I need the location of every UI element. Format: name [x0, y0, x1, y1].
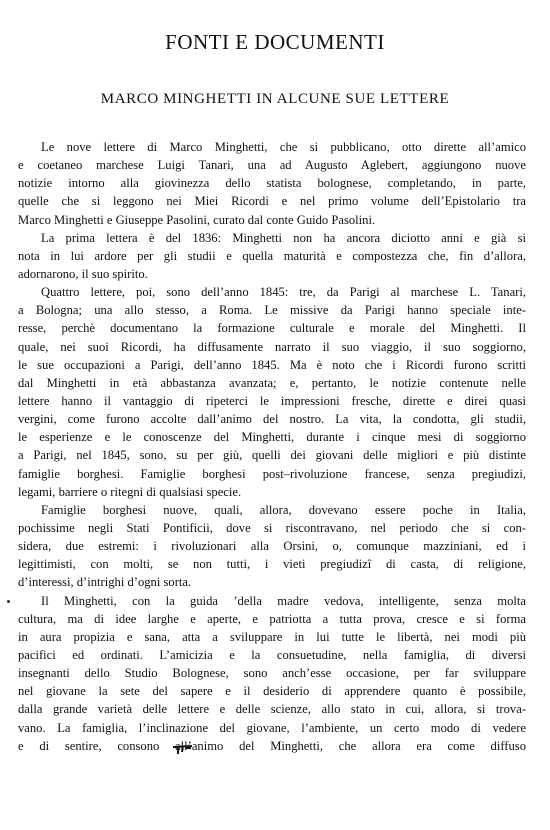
- text-line: pacifici ed ordinati. L’amicizia e la consuetudine, nella famiglia, di diversi: [18, 647, 526, 662]
- text-line: d’interessi, d’intrighi d’ogni sorta.: [18, 575, 192, 590]
- text-line: nota in lui ardore per gli studii e quella maturità e compostezza che, fin d’allora,: [18, 248, 526, 263]
- text-line: le sue occupazioni a Parigi, dell’anno 1845. Ma è noto che i Ricordi furono scritti: [18, 357, 526, 372]
- text-line: La prima lettera è del 1836: Minghetti non ha ancora diciotto anni e già si: [41, 230, 526, 245]
- text-line: le esperienze e le conoscenze del Minghetti, durante i cinque mesi di soggiorno: [18, 430, 526, 445]
- text-line: adornarono, il suo spirito.: [18, 266, 148, 281]
- text-line: famiglie borghesi. Famiglie borghesi post–rivoluzione francese, senza pregiudizi,: [18, 466, 526, 481]
- text-line: insegnanti dello Studio Bolognese, sono anch’esse occasione, per far sviluppare: [18, 666, 526, 681]
- text-line: pochissime negli Stati Pontificii, dove si riscontravano, nel periodo che si con-: [18, 520, 526, 535]
- ink-mark: [172, 743, 194, 755]
- text-line: Marco Minghetti e Giuseppe Pasolini, curato dal conte Guido Pasolini.: [18, 212, 376, 227]
- text-line: lettere hanno il vantaggio di ripeterci le impressioni fresche, dirette e direi quasi: [18, 393, 526, 408]
- section-title: FONTI E DOCUMENTI: [165, 30, 385, 54]
- text-line: sidera, due estremi: i rivoluzionari alla Orsini, o, comunque mazziniani, ed i: [18, 539, 526, 554]
- text-line: in aura propizia e sana, atta a sviluppare in lui tutte le libertà, nei modi più: [18, 629, 526, 644]
- text-line: cultura, ma di idee larghe e aperte, e patriotta a tutta prova, cresce e si forma: [18, 611, 526, 626]
- text-line: resse, perchè documentano la formazione culturale e morale del Minghetti. Il: [18, 321, 526, 336]
- article-body: [18, 138, 526, 755]
- text-line: nel giovane la sete del sapere e il desiderio di apprendere quanto è possibile,: [18, 684, 526, 699]
- text-line: Famiglie borghesi nuove, quali, allora, dovevano essere poche in Italia,: [41, 502, 526, 517]
- text-line: quelle che si leggono nei Miei Ricordi e nel primo volume dell’Epistolario tra: [18, 194, 526, 209]
- text-line: vergini, come furono accolte dall’animo del nostro. La vita, la condotta, gli studii,: [18, 412, 526, 427]
- text-line: e coetaneo marchese Luigi Tanari, una ad Augusto Aglebert, aggiungono nuove: [18, 158, 526, 173]
- text-line: quale, nei suoi Ricordi, ha diffusamente narrato il suo viaggio, il suo soggiorno,: [18, 339, 526, 354]
- text-line: vano. La famiglia, l’inclinazione del giovane, l’ambiente, un certo modo di vedere: [18, 720, 526, 735]
- text-line: dalla grande varietà delle lettere e delle scienze, allo stato in cui, allora, si trova-: [18, 702, 526, 717]
- text-line: Le nove lettere di Marco Minghetti, che si pubblicano, otto dirette all’amico: [41, 140, 526, 154]
- text-line: dal Minghetti in età abbastanza avanzata; e, pertanto, le notizie contenute nelle: [18, 375, 526, 390]
- text-line: notizie intorno alla giovinezza dello statista bolognese, completando, in parte,: [18, 176, 526, 191]
- text-line: a Parigi, nel 1845, sono, su per giù, quelli dei giovani delle migliori e più distinte: [18, 448, 526, 463]
- article-title: MARCO MINGHETTI IN ALCUNE SUE LETTERE: [100, 91, 450, 107]
- text-line: Il Minghetti, con la guida ’della madre vedova, intelligente, senza molta: [41, 593, 526, 608]
- text-line: a Bologna; una allo stesso, a Roma. Le missive da Parigi hanno speciale inte-: [18, 303, 526, 318]
- text-line: legittimisti, con molti, se non tutti, i vieti pregiudizî di casta, di religione,: [18, 557, 526, 572]
- text-line: Quattro lettere, poi, sono dell’anno 1845: tre, da Parigi al marchese L. Tanari,: [41, 285, 526, 300]
- text-line: legami, barriere o ritegni di qualsiasi specie.: [18, 484, 242, 499]
- text-line: e di sentire, consono all’animo del Minghetti, che allora era come diffuso: [18, 738, 526, 753]
- margin-speck: [7, 600, 10, 603]
